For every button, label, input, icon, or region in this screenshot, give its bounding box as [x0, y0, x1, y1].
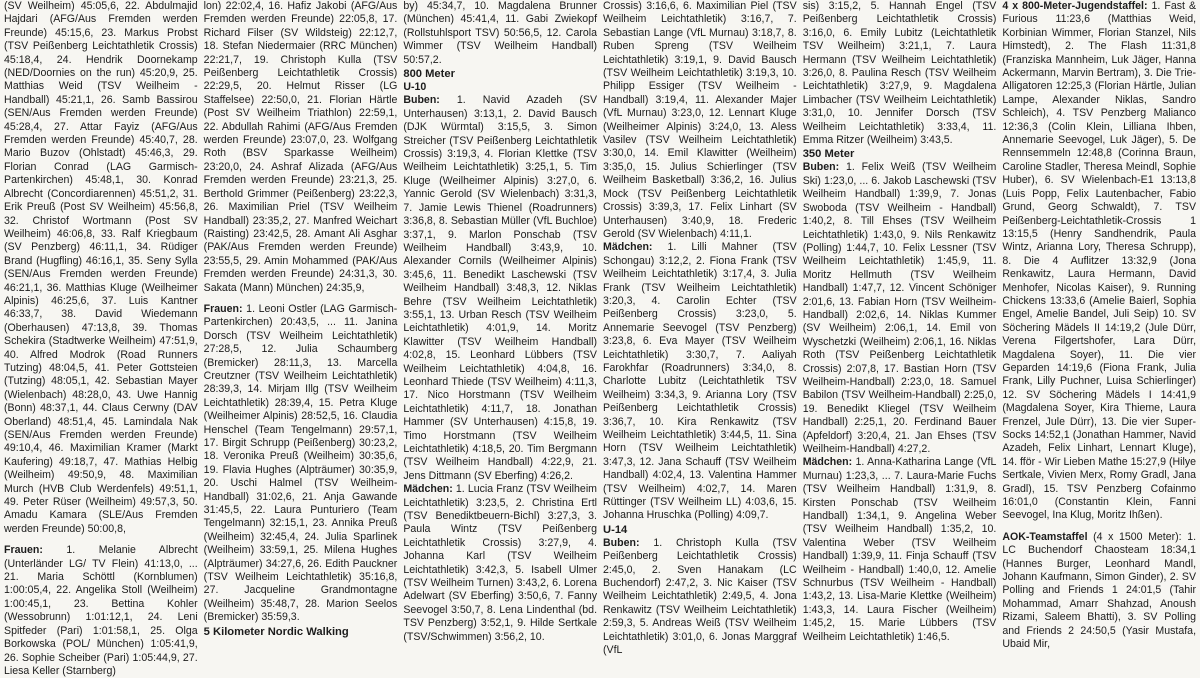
results-paragraph	[603, 537, 797, 658]
category-lead: Mädchen:	[403, 483, 453, 496]
results-text: 1. Melanie Albrecht (Unterländer LG/ TV Flein) 41:13,0, ... 21. Maria Schöttl (Kornblumen) 1:00:05,4, 22. Angelika Stoll (Weilheim) 1:00:45,1, 23. Bettina Kohler (Wessobrunn) 1:01:12,1, 24. Leni Spitfeder (Pari) 1:01:58,1, 25. Olga Borkowska (POL/ München) 1:05:41,9, 26. Sophie Scheiber (Pari) 1:05:44,9, 27. Liesa Keller (Starnberg)	[4, 544, 198, 677]
results-text: 1. Christoph Kulla (TSV Peißenberg Leichtathletik Crossis) 2:45,0, 2. Sven Hanakam (LC Buchendorf) 2:47,2, 3. Nic Kaiser (TSV Weilheim Leichtathletik) 2:49,5, 4. Jona Renkawitz (TSV Weilheim Leichtathletik) 2:59,3, 5. Andreas Weiß (TSV Weilheim Leichtathletik) 3:01,0, 6. Jonas Marggraf (VfL	[603, 536, 797, 657]
results-paragraph: sis) 3:15,2, 5. Hannah Engel (TSV Peißenberg Leichtathletik Crossis) 3:16,0, 6. Emily Lubitz (Leichtathletik TSV Weilheim) 3:21,1, 7. Laura Hermann (TSV Weilheim Leichtathletik) 3:26,0, 8. Paulina Resch (TSV Weilheim Leichtathletik) 3:27,9, 9. Magdalena Limbacher (TSV Weilheim Leichtathletik) 3:31,0, 10. Jennifer Dorsch (TSV Weilheim Leichtathletik) 3:33,4, 11. Emma Ritzer (Weilheim) 3:43,5.	[802, 0, 997, 147]
results-paragraph	[204, 303, 398, 625]
results-paragraph	[1002, 0, 1196, 523]
results-paragraph	[1002, 531, 1196, 652]
category-lead: Buben:	[403, 94, 440, 107]
results-paragraph: (SV Weilheim) 45:05,6, 22. Abdulmajid Hajdari (AFG/Aus Fremden werden Freunde) 45:15,6, 23. Markus Probst (TSV Peißenberg Leichtathletik Crossis) 45:18,4, 24. Hendrik Doornekamp (NED/Doornies on the run) 45:20,9, 25. Matthias Weid (TSV Weilheim - Handball) 45:21,1, 26. Samb Bassirou (SEN/Aus Fremden werden Freunde) 45:28,4, 27. Attar Fayiz (AFG/Aus Fremden werden Freunde) 45:40,7, 28. Mario Buzov (Ohlstadt) 45:46,3, 29. Florian Conrad (LAG Garmisch-Partenkirchen) 45:48,1, 30. Konrad Albrecht (Concordiarennen) 45:51,2, 31. Erik Preuß (Post SV Weilheim) 45:56,8, 32. Christof Wortmann (Post SV Weilheim) 46:06,8, 33. Ralf Kriegbaum (SV Penzberg) 46:11,1, 34. Rüdiger Brand (Hugfling) 46:16,1, 35. Seny Sylla (SEN/Aus Fremden werden Freunde) 46:21,1, 36. Matthias Kluge (Weilheimer Alpinis) 46:25,6, 37. Luis Kantner 46:33,7, 38. David Wiedemann (Oberhausen) 47:13,8, 39. Thomas Schekira (Stadtwerke Weilheim) 47:51,9, 40. Alfred Modrok (Road Runners Tutzing) 48:04,5, 41. Peter Gottsteien (Tutzing) 48:05,1, 42. Sebastian Mayer (Wielenbach) 48:28,0, 43. Uwe Hannig (Bonn) 48:37,1, 44. Claus Cerwny (DAV Oberland) 48:51,4, 45. Lamindala Nak (SEN/Aus Fremden werden Freunde) 49:10,4, 46. Maximilian Kramer (Markt Kaufering) 49:18,7, 47. Mathias Helbig (Weilheim) 49:50,9, 48. Maximilian Murch (HVB Club Werdenfels) 49:51,1, 49. Peter Rüser (Weilheim) 49:57,3, 50. Amadu Kamara (SLE/Aus Fremden werden Freunde) 50:00,8,	[4, 0, 198, 535]
category-lead: Mädchen:	[603, 241, 653, 254]
results-text: 1. Felix Weiß (TSV Weilheim Ski) 1:23,0, ... 6. Jakob Laschewski (TSV Weilheim Handball) 1:39,9, 7. Jonas Swoboda (TSV Weilheim - Handball) 1:40,2, 8. Till Ehses (TSV Weilheim Leichtathletik) 1:43,0, 9. Nils Renkawitz (Polling) 1:44,7, 10. Felix Lessner (TSV Weilheim Leichtathletik) 1:45,9, 11. Moritz Hellmuth (TSV Weilheim Handball) 1:47,7, 12. Vincent Schöniger 2:01,6, 13. Fabian Horn (TSV Weilheim-Handball) 2:02,6, 14. Niklas Kummer (SV Weilheim) 2:06,1, 14. Emil von Wyschetzki (Weilheim) 2:06,1, 16. Niklas Roth (TSV Peißenberg Leichtathletik Crossis) 2:07,8, 17. Bastian Horn (TSV Weilheim-Handball) 2:23,0, 18. Samuel Babilon (TSV Weilheim-Handball) 2:25,0, 19. Benedikt Kliegel (TSV Weilheim Handball) 2:25,1, 20. Ferdinand Bauer (Apfeldorf) 3:20,4, 21. Jan Ehses (TSV Weilheim-Handball) 4:27,2.	[802, 161, 997, 455]
section-heading: 350 Meter	[802, 148, 855, 161]
results-paragraph	[4, 544, 198, 678]
paragraph-spacer	[204, 295, 398, 303]
results-column-5	[802, 0, 997, 643]
results-paragraph: lon) 22:02,4, 16. Hafiz Jakobi (AFG/Aus Fremden werden Freunde) 22:05,8, 17. Richard Filser (SV Wildsteig) 22:12,7, 18. Stefan Niedermaier (RRC München) 22:21,7, 19. Christoph Kulla (TSV Peißenberg Leichtathletik Crossis) 22:29,5, 20. Helmut Risser (LG Staffelsee) 22:50,0, 21. Florian Härtle (Post SV Weilheim Triathlon) 22:59,1, 22. Abdullah Rahimi (AFG/Aus Fremden werden Freunde) 23:07,0, 23. Wolfgang Roth (BSV Sparkasse Weilheim) 23:20,0, 24. Ashraf Alizada (AFG/Aus Fremden werden Freunde) 23:21,3, 25. Berthold Grimmer (Peißenberg) 23:22,3, 26. Maximilian Priel (TSV Weilheim Handball) 23:35,2, 27. Manfred Weichart (Raisting) 23:42,5, 28. Amant Ali Asghar (PAK/Aus Fremden werden Freunde) 23:55,5, 29. Amin Mohammed (PAK/Aus Fremden werden Freunde) 24:31,3, 30. Sakata (Mann) München) 24:35,9,	[203, 0, 398, 294]
results-column-4	[603, 0, 797, 657]
category-lead: Mädchen:	[802, 456, 853, 469]
results-paragraph	[803, 456, 997, 644]
results-paragraph	[403, 483, 597, 644]
results-text: 1. Lilli Mahner (TSV Schongau) 3:12,2, 2. Fiona Frank (TSV Weilheim Leichtathletik) 3:17,4, 3. Julia Frank (TSV Weilheim Leichtathletik) 3:20,3, 4. Carolin Echter (TSV Peißenberg Crossis) 3:23,0, 5. Annemarie Seevogel (TSV Penzberg) 3:23,8, 6. Eva Mayer (TSV Weilheim Leichtathletik) 3:30,7, 7. Aaliyah Farokhfar (Roadrunners) 3:34,0, 8. Charlotte Lubitz (Leichtathletik TSV Weilheim) 3:34,3, 9. Arianna Lory (TSV Peißenberg Leichtathletik Crossis) 3:36,7, 10. Kira Renkawitz (TSV Weilheim Leichtathletik) 3:44,5, 11. Sina Horn (TSV Weilheim Leichtathletik) 3:47,3, 12. Jana Schauff (TSV Weilheim Handball) 4:02,4, 13. Valentina Hammer (TSV Weilheim) 4:02,7, 14. Maren Rüttinger (TSV Weilheim LL) 4:03,6, 15. Johanna Hruschka (Polling) 4:09,7.	[603, 241, 797, 522]
paragraph-spacer	[1002, 523, 1196, 531]
results-paragraph	[603, 241, 797, 523]
paragraph-spacer	[4, 536, 198, 544]
section-heading: 800 Meter	[403, 68, 455, 81]
results-text: 1. Lucia Franz (TSV Weilheim Leichtathletik) 3:23,5, 2. Christina Ertl (TSV Benediktbeuern-Bichl) 3:27,3, 3. Paula Wintz (TSV Peißenberg Leichtathletik Crossis) 3:27,9, 4. Johanna Karl (TSV Weilheim Leichtathletik) 3:42,3, 5. Isabell Ulmer (TSV Weilheim Turnen) 3:43,2, 6. Lorena Adelwart (SV Eberfing) 3:50,6, 7. Fanny Seevogel 3:50,7, 8. Lena Lindenthal (bd. TSV Penzberg) 3:52,1, 9. Hilde Sertkale (TSV/Schwimmen) 3:56,2, 10.	[403, 483, 598, 643]
category-lead: AOK-Teamstaffel	[1002, 530, 1088, 543]
section-heading: U-14	[603, 523, 628, 536]
results-text: 1. Fast & Furious 11:23,6 (Matthias Weid, Korbinian Wimmer, Florian Stanzel, Nils Himstedt), 2. The Flash 11:31,8 (Franziska Mannheim, Luk Jäger, Hanna Ackermann, Marvin Bertram), 3. Die Trie-Alligatoren 12:25,3 (Florian Härtle, Julian Lampe, Alexander Niklas, Sandro Schleich), 4. TSV Penzberg Malianco 12:36,3 (Colin Klein, Lilliana Ihben, Annemarie Seevogel, Luk Jäger), 5. De Rennsemmeln 12:48,8 (Corinna Braun, Caroline Stadler, Theresa Meindl, Sophie Huber), 6. SV Wielenbach-E1 13:13,8 (Luis Popp, Felix Lautenbacher, Fabio Grund, Georg Schwaldt), 7. TSV Peißenberg-Leichtathletik-Crossis 1 13:15,5 (Henry Sandhendrik, Paula Wintz, Arianna Lory, Theresa Schrupp), 8. Die 4 Auflitzer 13:32,9 (Jona Renkawitz, Laura Hermann, David Menhofer, Nicolas Kaiser), 9. Running Chickens 13:33,6 (Amelie Baierl, Sophia Engel, Amelie Bandel, Juli Seip) 10. SV Söchering Mädels II 14:19,2 (Jule Dürr, Verena Filgertshofer, Lara Dürr, Magdalena Soyer), 11. Die vier Geparden 14:19,6 (Fiona Frank, Julia Frank, Lilly Puchner, Luisa Schierlinger) 12. SV Söchering Mädels I 14:41,9 (Magdalena Soyer, Kira Thieme, Laura Frenzel, Jule Dürr), 13. Die vier Super-Socks 14:52,1 (Jonathan Hammer, Navid Azadeh, Felix Linhart, Lennart Kluge), 14. fför - Wir Lieben Mathe 15:27,9 (Hilye Sertkale, Vivien Merx, Romy Gradl, Jana Gradl), 15. TSV Penzberg Cofainmo 16:01,0 (Constantin Klein, Fanni Seevogel, Ina Klug, Moritz Ihßen).	[1002, 0, 1197, 522]
results-paragraph: by) 45:34,7, 10. Magdalena Brunner (München) 45:41,4, 11. Gabi Zwiekopf (Rollstuhlsport TSV) 50:56,5, 12. Carola Wimmer (TSV Weilheim Handball) 50:57,2.	[403, 0, 598, 66]
results-column-1	[4, 0, 198, 677]
category-lead: Buben:	[603, 536, 640, 549]
category-lead: 4 x 800-Meter-Jugendstaffel:	[1002, 0, 1148, 12]
section-heading: 5 Kilometer Nordic Walking	[203, 625, 349, 638]
results-column-2	[203, 0, 398, 638]
results-text: 1. Navid Azadeh (SV Unterhausen) 3:13,1, 2. David Bausch (DJK Würmtal) 3:15,5, 3. Simon Streicher (TSV Peißenberg Leichtathletik Crossis) 3:19,3, 4. Florian Klettke (TSV Weilheim Leichtathletik) 3:25,1, 5. Tim Kluge (Weilheimer Alpinis) 3:27,0, 6. Yannic Gerold (SV Wielenbach) 3:31,3, 7. Jamie Lewis Thienel (Roadrunners) 3:36,8, 8. Sebastian Müller (VfL Buchloe) 3:37,1, 9. Marlon Ponschab (TSV Weilheim Handball) 3:43,9, 10. Alexander Cornils (Weilheimer Alpinis) 3:45,6, 11. Benedikt Laschewski (TSV Weilheim Handball) 3:48,3, 12. Niklas Behre (TSV Weilheim Leichtathletik) 3:55,1, 13. Urban Resch (TSV Weilheim Leichtathletik) 4:01,9, 14. Moritz Klawitter (TSV Weilheim Handball) 4:02,8, 15. Leonhard Lübbers (TSV Weilheim Leichtathletik) 4:04,8, 16. Leonhard Thiede (TSV Weilheim) 4:11,3, 17. Nico Horstmann (TSV Weilheim Leichtathletik) 4:11,7, 18. Jonathan Hammer (SV Unterhausen) 4:15,8, 19. Timo Horstmann (TSV Weilheim Leichtathletik) 4:18,5, 20. Tim Bergmann (TSV Weilheim Handball) 4:22,9, 21. Jens Dittmann (SV Eberfing) 4:26,2.	[403, 94, 598, 482]
category-lead: Buben:	[802, 161, 840, 174]
age-group-heading: U-10	[403, 81, 427, 94]
results-text: (4 x 1500 Meter): 1. LC Buchendorf Chaosteam 18:34,1 (Hannes Burger, Leonhard Mandl, Johann Kaufmann, Simon Ginder), 2. SV Polling and Friends 1 24:01,5 (Tahir Mohammad, Amarr Shahzad, Anoush Rizami, Saleem Bhatti), 3. SV Polling and Friends 2 24:50,5 (Yasir Mustafa, Ubaid Mir,	[1002, 530, 1197, 651]
category-lead: Frauen:	[4, 544, 43, 557]
results-text: 1. Anna-Katharina Lange (VfL Murnau) 1:23,3, ... 7. Laura-Marie Fuchs (TSV Weilheim Handball) 1:31,9, 8. Kirsten Ponschab (TSV Weilheim Handball) 1:34,1, 9. Angelina Weber (TSV Weilheim Handball) 1:35,2, 10. Valentina Weber (TSV Weilheim Handball) 1:39,9, 11. Finja Schauff (TSV Weilheim - Handball) 1:40,0, 12. Amelie Schnurbus (TSV Weilheim - Handball) 1:43,2, 13. Lisa-Marie Klettke (Weilheim) 1:43,3, 14. Laura Fischer (Weilheim) 1:45,2, 15. Marie Lübbers (TSV Weilheim Leichtathletik) 1:46,5.	[802, 456, 997, 643]
category-lead: Frauen:	[203, 302, 243, 315]
results-paragraph: Crossis) 3:16,6, 6. Maximilian Piel (TSV Weilheim Leichtathletik) 3:16,7, 7. Sebastian Lange (VfL Murnau) 3:18,7, 8. Ruben Spreng (TSV Weilheim Leichtathletik) 3:19,1, 9. David Bausch (TSV Weilheim Leichtathletik) 3:19,3, 10. Philipp Essiger (TSV Weilheim - Handball) 3:19,4, 11. Alexander Majer (VfL Murnau) 3:23,0, 12. Lennart Kluge (Weilheimer Alpinis) 3:24,0, 13. Aless Vasilev (TSV Weilheim Leichtathletik) 3:30,0, 14. Emil Klawitter (Weilheim) 3:35,0, 15. Julius Schierlinger (TSV Weilheim Basketball) 3:36,2, 16. Julius Mock (TSV Peißenberg Leichtathletik Crossis) 3:39,3, 17. Felix Linhart (SV Unterhausen) 3:40,9, 18. Frederic Gerold (SV Wielenbach) 4:11,1.	[603, 0, 797, 240]
results-column-3	[403, 0, 598, 643]
results-paragraph	[403, 94, 597, 483]
results-column-6	[1002, 0, 1197, 651]
results-paragraph	[803, 161, 997, 456]
results-text: 1. Leoni Ostler (LAG Garmisch-Partenkirchen) 20:43,5, ... 11. Janina Dorsch (TSV Weilheim Leichtathletik) 27:28,5, 12. Julia Schaumberg (Bremicker) 28:11,3, 13. Marcella Creutzner (TSV Weilheim Leichtathletik) 28:39,3, 14. Mirjam Illg (TSV Weilheim Leichtathletik) 28:39,4, 15. Petra Kluge (Weilheimer Alpinis) 28:52,5, 16. Claudia Henschel (Team Tengelmann) 29:57,1, 17. Birgit Schrupp (Peißenberg) 30:23,2, 18. Veronika Preuß (Weilheim) 30:35,6, 19. Flavia Hughes (Alpträumer) 30:35,9, 20. Uschi Halmel (TSV Weilheim-Handball) 31:02,6, 21. Anja Gawande 31:45,5, 22. Laura Punturiero (Team Tengelmann) 32:15,1, 23. Annika Preuß (Weilheim) 32:45,4, 24. Julia Sparlinek (Weilheim) 33:59,1, 25. Milena Hughes (Alpträumer) 34:27,6, 26. Edith Pauckner (TSV Weilheim Leichtathletik) 35:16,8, 27. Jacqueline Grandmontagne (Weilheim) 35:48,7, 28. Marion Seelos (Bremicker) 35:59,3.	[203, 302, 398, 624]
